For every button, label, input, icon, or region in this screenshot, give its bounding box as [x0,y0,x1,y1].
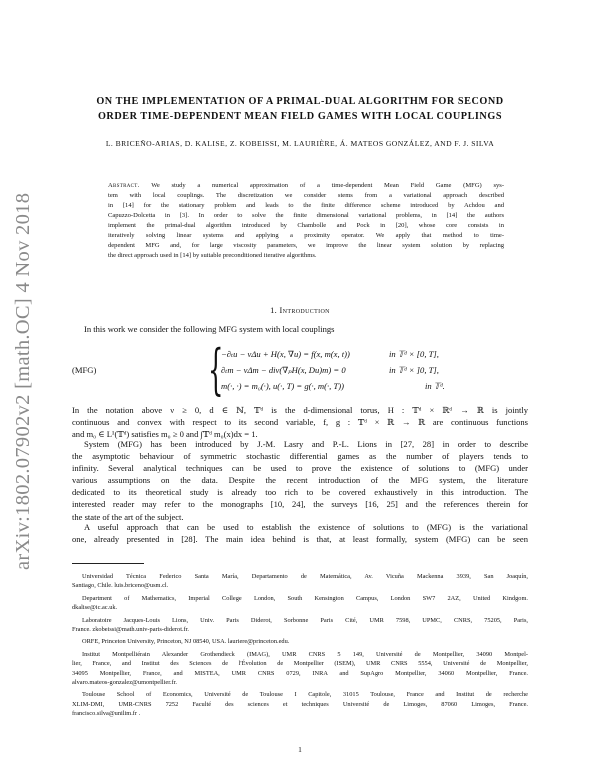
footnote-line: Department of Mathematics, Imperial College London, South Kensington Campus, London SW7 2AZ, United Kindgom. [82,594,528,602]
text-line: various assumptions on the data. Despite the recent introduction of the MFG system, the literature [72,475,528,486]
author-list: L. BRICEÑO-ARIAS, D. KALISE, Z. KOBEISSI, M. LAURIÈRE, Á. MATEOS GONZÁLEZ, AND F. J. SILVA [105,139,495,148]
text-line: and m₀ ∈ L¹(𝕋ᵈ) satisfies m₀ ≥ 0 and ∫𝕋ᵈ m₀(x)dx = 1. [72,429,258,440]
section-name: Introduction [279,306,330,315]
paragraph-notation [72,404,528,440]
footnote-line: Laboratoire Jacques-Louis Lions, Univ. Paris Diderot, Sorbonne Paris Cité, UMR 7598, UPMC, CNRS, 75205, Paris, [82,616,528,624]
text-line: dedicated to its theoretical study is already too rich to be covered exhaustively in this introduction. The [72,487,528,498]
hjb-equation: −∂ₜu − νΔu + H(x, ∇u) = f(x, m(x, t)) [221,349,350,359]
equation-domain: in 𝕋ᵈ. [425,381,445,391]
mfg-system-equation [72,338,528,401]
equation-domain: in 𝕋ᵈ × ]0, T], [389,365,439,375]
text-line: A useful approach that can be used to establish the existence of solutions to (MFG) is the variational [84,522,528,532]
intro-sentence: In this work we consider the following MFG system with local couplings [84,324,335,334]
abstract-line: implement the primal-dual algorithm introduced by Chambolle and Pock in [20], whose core consists in [108,222,504,230]
text-line: one, already presented in [28]. The main idea behind is that, at least formally, system (MFG) can be seen [72,534,528,545]
footnotes [72,572,528,719]
fokker-planck-equation: ∂ₜm − νΔm − div(∇ₚH(x, Du)m) = 0 [221,365,346,375]
section-heading [60,306,540,315]
abstract-line: the direct approach used in [14] by suitable preconditioned iterative algorithms. [108,252,317,260]
abstract-line: iteratively solving linear systems and applying a proximity operator. We apply that method to time- [108,232,504,240]
title-line-2: ORDER TIME-DEPENDENT MEAN FIELD GAMES WITH LOCAL COUPLINGS [97,111,503,122]
text-line: System (MFG) has been introduced by J.-M. Lasry and P.-L. Lions in [27, 28] in order to describe [84,439,528,449]
paper-title [60,94,540,124]
text-line: infinity. Several analytical techniques can be used to prove the existence of solutions to (MFG) under [72,463,528,474]
boundary-conditions: m(·, ·) = m₀(·), u(·, T) = g(·, m(·, T)) [221,381,344,391]
section-number: 1. [270,306,278,315]
text-line: the asymptotic behaviour of symmetric stochastic differential games as the number of players tends to [72,451,528,462]
title-line-1: ON THE IMPLEMENTATION OF A PRIMAL-DUAL ALGORITHM FOR SECOND [96,96,504,107]
footnote-line: lier, France, and Institut des Sciences de l'Évolution de Montpellier (ISEM), UMR CNRS 5554, Université de Montpellier, [72,660,528,668]
equation-domain: in 𝕋ᵈ × [0, T], [389,349,439,359]
footnote-line: ORFE, Princeton University, Princeton, NJ 08540, USA. lauriere@princeton.edu. [82,638,290,646]
footnote-line: francisco.silva@unilim.fr . [72,710,141,718]
abstract-line: Capuzzo-Dolcetta in [3]. In order to solve the finite dimensional variational problems, in [14] the authors [108,212,504,220]
footnote-line: Universidad Técnica Federico Santa María, Departamento de Matemática, Av. Vicuña Mackenna 3939, San Joaquín, [82,573,528,580]
footnote-line: dkalise@ic.ac.uk. [72,604,118,612]
footnote-line: alvaro.mateos-gonzalez@umontpellier.fr. [72,679,178,687]
page-number: 1 [298,745,302,754]
text-line: In the notation above ν ≥ 0, d ∈ ℕ, 𝕋ᵈ is the d-dimensional torus, H : 𝕋ᵈ × ℝᵈ → ℝ is jointly [72,405,528,415]
footnote-line: France. zkobeissi@math.univ-paris-diderot.fr. [72,626,190,634]
abstract-line: tem with local couplings. The discretization we consider stems from a variational approach described [108,192,504,200]
abstract-line: in [14] for the stationary problem and leads to the finite difference scheme introduced by Achdou and [108,202,504,210]
footnote-line: 34095 Montpellier, France, and MISTEA, UMR CNRS 0729, INRA and SupAgro Montpellier, 34060 Montpellier, France. [72,669,528,677]
abstract-line: Abstract. We study a numerical approximation of a time-dependent Mean Field Game (MFG) sys- [108,182,504,189]
abstract-heading: Abstract. [108,182,140,189]
abstract [108,181,504,261]
arxiv-identifier-stamp: arXiv:1802.07902v2 [math.OC] 4 Nov 2018 [12,192,34,570]
footnote-line: Institut Montpelliérain Alexander Grothendieck (IMAG), UMR CNRS 5 149, Université de Montpellier, 34090 Montpel- [82,650,528,658]
abstract-line: dependent MFG and, for large viscosity parameters, we improve the linear system solution by replacing [108,242,504,250]
footnote-line: Toulouse School of Economics, Université de Toulouse I Capitole, 31015 Toulouse, France and Institut de recherche [82,691,528,699]
text-line: the state of the art of the subject. [72,511,184,522]
left-brace-icon: { [208,338,224,401]
footnote-line: Santiago, Chile. luis.briceno@usm.cl. [72,582,169,590]
equation-label: (MFG) [72,365,97,375]
paragraph-history [72,438,528,523]
text-line: interested reader may refer to the monographs [10, 24], the surveys [16, 25] and the references therein for [72,499,528,510]
footnote-separator [72,563,144,564]
paragraph-variational [72,521,528,545]
footnote-line: XLIM-DMI, UMR-CNRS 7252 Faculté des sciences et techniques Université de Limoges, 87060 Limoges, France. [72,700,528,708]
text-line: continuous and convex with respect to its second variable, f, g : 𝕋ᵈ × ℝ → ℝ are continuous functions [72,417,528,428]
